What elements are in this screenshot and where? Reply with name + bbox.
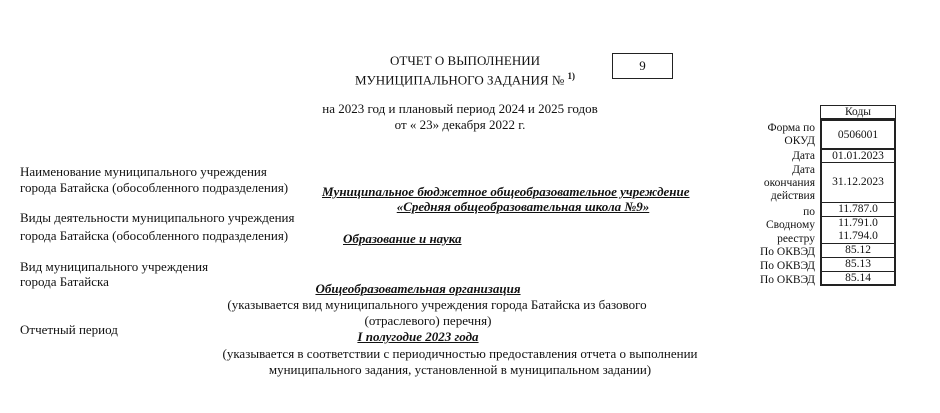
- okud-label-line1: Форма по: [767, 122, 815, 134]
- report-title-line1: ОТЧЕТ О ВЫПОЛНЕНИИ: [390, 53, 540, 68]
- okved-code-3: 85.14: [820, 272, 896, 286]
- registry-code-1: 11.787.0: [820, 203, 896, 217]
- report-date-line: от « 23» декабря 2022 г.: [394, 117, 526, 132]
- end-date-code: 31.12.2023: [820, 163, 896, 203]
- period-label: Отчетный период: [20, 322, 118, 337]
- institution-label-line2: города Батайска (обособленного подразделения): [20, 180, 289, 195]
- end-date-label-line3: действия: [770, 190, 815, 202]
- report-title-text: МУНИЦИПАЛЬНОГО ЗАДАНИЯ №: [355, 72, 565, 88]
- period-note-line2: муниципального задания, установленной в муниципальном задании): [268, 362, 652, 377]
- registry-code-2: 11.791.0: [820, 217, 896, 230]
- registry-code-3: 11.794.0: [820, 230, 896, 244]
- activities-label-line2: города Батайска (обособленного подразделения): [20, 228, 289, 243]
- report-number-box: 9: [612, 53, 673, 79]
- end-date-label-line2: окончания: [763, 177, 815, 189]
- codes-header: Коды: [820, 105, 896, 119]
- period-value: I полугодие 2023 года: [357, 329, 479, 344]
- okud-code: 0506001: [820, 119, 896, 149]
- okved-code-1: 85.12: [820, 244, 896, 258]
- type-value: Общеобразовательная организация: [315, 281, 521, 296]
- report-period-line: на 2023 год и плановый период 2024 и 2025 годов: [322, 101, 598, 116]
- okud-label-line2: ОКУД: [784, 135, 815, 147]
- registry-label-line2: Сводному: [765, 219, 815, 231]
- institution-label-line1: Наименование муниципального учреждения: [20, 164, 267, 179]
- footnote-mark: 1): [567, 71, 575, 81]
- type-label-line2: города Батайска: [20, 274, 109, 289]
- registry-label-line3: реестру: [777, 233, 815, 245]
- okved-label-3: По ОКВЭД: [759, 274, 815, 286]
- type-label-line1: Вид муниципального учреждения: [20, 259, 209, 274]
- okved-label-1: По ОКВЭД: [759, 246, 815, 258]
- end-date-label-line1: Дата: [792, 164, 815, 176]
- okved-code-2: 85.13: [820, 258, 896, 272]
- registry-label-line1: по: [803, 206, 815, 218]
- activities-value: Образование и наука: [343, 231, 462, 246]
- institution-name-line2: «Средняя общеобразовательная школа №9»: [396, 199, 650, 214]
- report-title-line2: [330, 69, 600, 87]
- type-note-line2: (отраслевого) перечня): [364, 313, 492, 328]
- date-label: Дата: [792, 150, 815, 162]
- period-note-line1: (указывается в соответствии с периодичностью предоставления отчета о выполнении: [222, 346, 698, 361]
- date-code: 01.01.2023: [820, 149, 896, 163]
- codes-table: [820, 105, 896, 286]
- okved-label-2: По ОКВЭД: [759, 260, 815, 272]
- type-note-line1: (указывается вид муниципального учреждения города Батайска из базового: [227, 297, 647, 312]
- activities-label-line1: Виды деятельности муниципального учреждения: [20, 210, 295, 225]
- institution-name-line1: Муниципальное бюджетное общеобразовательное учреждение: [322, 184, 690, 199]
